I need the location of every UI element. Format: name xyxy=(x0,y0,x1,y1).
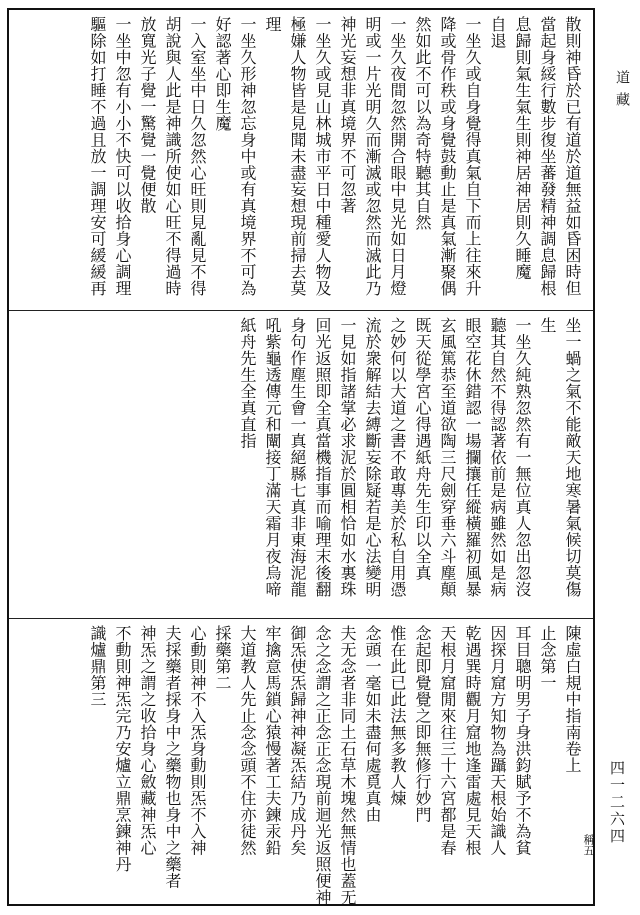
text-column: 自退 xyxy=(488,16,507,49)
text-column: 識爐鼎第三 xyxy=(88,625,107,708)
text-column: 一坐久純熟忽然有一無位真人忽出忽沒 xyxy=(513,317,532,598)
text-column: 好認著心即生魔 xyxy=(213,16,232,132)
text-column: 一坐久形神忽忘身中或有真境界不可為 xyxy=(238,16,257,297)
text-column: 念起即覺覺之即無修行妙門 xyxy=(413,625,432,823)
text-column: 念之念謂之正念正念現前迴光返照便神 xyxy=(313,625,332,905)
text-column: 降或骨作秩或身覺鼓動止是真氣漸聚偶 xyxy=(438,16,457,297)
page-panel-bottom xyxy=(9,618,593,905)
text-column: 既天從學宮心得遇紙舟先生印以全真 xyxy=(413,317,432,581)
text-column: 一入室坐中日久忽然心旺則見亂見不得 xyxy=(188,16,207,297)
text-column: 乾遇巽時觀月窟地逢雷處見天根 xyxy=(463,625,482,856)
text-column: 一坐久或見山林城市平日中種愛人物及 xyxy=(313,16,332,297)
text-column: 止念第一 xyxy=(538,625,557,691)
text-column: 御炁使炁歸神神凝炁結乃成丹矣 xyxy=(288,625,307,856)
text-column: 放寬光子覺一驚覺一覺便散 xyxy=(138,16,157,214)
text-column: 回光返照即全真當機指事而喻理末後翻 xyxy=(313,317,332,598)
text-column: 當起身綏行數步復坐蕃發精神調息歸根 xyxy=(538,16,557,297)
text-column: 牢擒意馬鎖心猿慢著工夫鍊汞鉛 xyxy=(263,625,282,856)
text-column: 採藥第二 xyxy=(213,625,232,691)
text-column: 念頭一毫如未盡何處覓真由 xyxy=(363,625,382,823)
text-column: 耳目聰明男子身洪鈞賦予不為貧 xyxy=(513,625,532,856)
page-number: 四一二六四 xyxy=(608,760,626,845)
text-column: 陳虛白規中指南卷上 xyxy=(563,625,582,774)
text-column: 心動則神不入炁身動則炁不入神 xyxy=(188,625,207,856)
text-column: 極嫌人物皆是見聞未盡妄想現前掃去莫 xyxy=(288,16,307,297)
text-column: 胡說與人此是神識所使如心旺不得過時 xyxy=(163,16,182,297)
text-column: 眼空花休錯認一場攔攘任縱橫羅初風暴 xyxy=(463,317,482,598)
text-column: 息歸則氣生氣生則神居神居則久睡魔 xyxy=(513,16,532,280)
text-column: 吼紫龜透傳元和闡接丁滿天霜月夜烏啼 xyxy=(263,317,282,598)
text-column: 散則神昏於已有道於道無益如昏困時但 xyxy=(563,16,582,297)
text-column: 玄風篤恭至道欲陶三尺劍穿垂六斗塵顛 xyxy=(438,317,457,598)
text-column: 神炁之謂之收拾身心斂藏神炁心 xyxy=(138,625,157,856)
text-column: 生 xyxy=(538,317,557,334)
text-column: 坐一蝸之氣不能敵天地寒暑氣候切莫傷 xyxy=(563,317,582,598)
text-column: 惟在此已此法無多教人煉 xyxy=(388,625,407,807)
text-column: 夫採藥者採身中之藥物也身中之藥者 xyxy=(163,625,182,889)
text-column: 夫无念者非同土石草木塊然無情也蓋无 xyxy=(338,625,357,905)
text-column: 然如此不可以為奇特聽其自然 xyxy=(413,16,432,231)
text-column: 明或一片光明久而漸滅或忽然而滅此乃 xyxy=(363,16,382,297)
text-column: 流於衆解結去縛斷妄除疑若是心法變明 xyxy=(363,317,382,598)
text-column: 理 xyxy=(263,16,282,33)
text-columns xyxy=(86,16,583,297)
scripture-page xyxy=(7,8,595,906)
page-panel-middle xyxy=(9,310,593,617)
margin-label: 道藏 xyxy=(614,70,630,114)
text-column: 神光妄想非真境界不可忽著 xyxy=(338,16,357,214)
text-column: 不動則神炁完乃安爐立鼎烹鍊神丹 xyxy=(113,625,132,873)
text-column: 一坐中忽有小小不快可以收拾身心調理 xyxy=(113,16,132,297)
text-column: 聽其自然不得認著依前是病雖然如是病 xyxy=(488,317,507,598)
text-columns xyxy=(86,625,583,905)
text-column: 大道教人先止念念頭不住亦徒然 xyxy=(238,625,257,856)
text-column: 一坐久夜間忽然開合眼中見光如日月燈 xyxy=(388,16,407,297)
text-column: 紙舟先生全真直指 xyxy=(238,317,257,449)
text-column: 天根月窟閒來往三十六宮都是春 xyxy=(438,625,457,856)
text-column: 身句作塵生會一真絕縣七真非東海泥龍 xyxy=(288,317,307,598)
text-columns xyxy=(236,317,583,598)
corner-note: 稱五 xyxy=(582,834,595,856)
text-column: 一坐久或自身覺得真氣自下而上往來升 xyxy=(463,16,482,297)
text-column: 驅除如打睡不過且放一調理安可緩緩再 xyxy=(88,16,107,297)
text-column: 之妙何以大道之書不敢專美於私自用憑 xyxy=(388,317,407,598)
text-column: 因探月窟方知物為躡天根始識人 xyxy=(488,625,507,856)
page-panel-top xyxy=(9,10,593,308)
text-column: 一見如指諸掌必求泥於圓相恰如水裏珠 xyxy=(338,317,357,598)
